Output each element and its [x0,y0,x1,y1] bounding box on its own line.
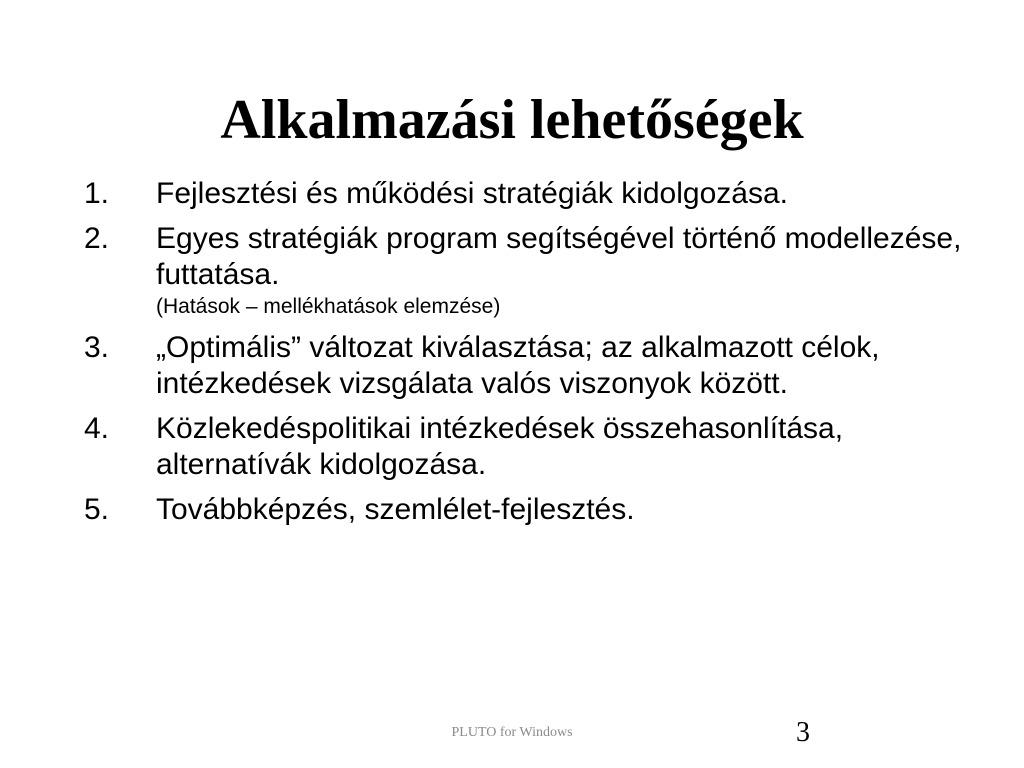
list-number: 2. [84,222,110,255]
list-item-text: Egyes stratégiák program segítségével történő modellezése, futtatása. [156,222,962,291]
list-item-text: Közlekedéspolitikai intézkedések összehasonlítása, alternatívák kidolgozása. [156,412,844,481]
footer-text: PLUTO for Windows [451,725,573,740]
list-item-subtext: (Hatások – mellékhatások elemzése) [156,295,501,318]
list-number: 1. [84,177,110,210]
list-item-text: „Optimális” változat kiválasztása; az alkalmazott célok, intézkedések vizsgálata valós viszonyok között. [156,331,880,400]
list-item-text: Továbbképzés, szemlélet-fejlesztés. [156,493,635,526]
list-number: 4. [84,412,110,445]
list-number: 3. [84,331,110,364]
slide-title: Alkalmazási lehetőségek [220,89,804,151]
numbered-list [84,176,964,537]
list-item-1 [84,176,964,212]
list-number: 5. [84,493,110,526]
page-number: 3 [796,717,810,748]
list-item-2 [84,221,964,321]
list-item-5 [84,492,964,528]
list-item-3 [84,330,964,402]
list-item-4 [84,411,964,483]
list-item-text: Fejlesztési és működési stratégiák kidolgozása. [156,177,788,210]
